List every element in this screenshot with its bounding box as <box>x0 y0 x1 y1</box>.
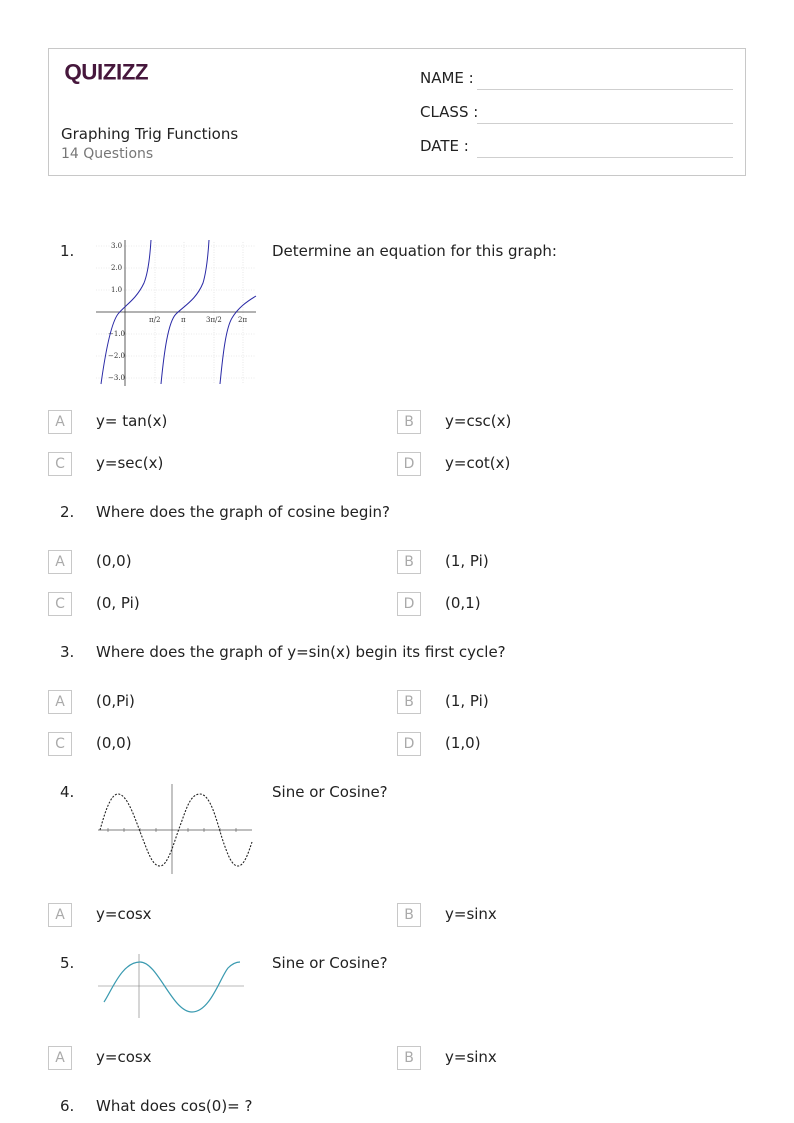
y-tick-label: 2.0 <box>111 264 123 272</box>
logo-text: QUIZIZZ <box>64 59 149 85</box>
option-letter-box[interactable]: A <box>48 690 72 714</box>
option-letter-box[interactable]: A <box>48 1046 72 1070</box>
option-text[interactable]: y=cosx <box>96 905 152 923</box>
option-letter-box[interactable]: A <box>48 903 72 927</box>
y-tick-label: 1.0 <box>111 286 123 294</box>
option-text[interactable]: y=csc(x) <box>445 412 512 430</box>
option-letter-box[interactable]: A <box>48 410 72 434</box>
class-line[interactable] <box>477 123 733 124</box>
option-letter-box[interactable]: B <box>397 1046 421 1070</box>
y-tick-label: −1.0 <box>108 330 125 338</box>
y-tick-label: 3.0 <box>111 242 123 250</box>
question-number: 5. <box>60 954 75 972</box>
question-text: Where does the graph of y=sin(x) begin its first cycle? <box>96 643 506 661</box>
option-text[interactable]: (0,1) <box>445 594 481 612</box>
option-letter-box[interactable]: B <box>397 550 421 574</box>
x-tick-label: 3π/2 <box>206 316 222 324</box>
option-letter-box[interactable]: C <box>48 592 72 616</box>
option-text[interactable]: (0,Pi) <box>96 692 135 710</box>
date-label: DATE : <box>420 137 469 155</box>
y-tick-label: −3.0 <box>108 374 125 382</box>
tangent-graph-figure <box>96 238 260 388</box>
class-label: CLASS : <box>420 103 479 121</box>
cosine-wave-figure <box>96 952 246 1020</box>
option-letter-box[interactable]: D <box>397 452 421 476</box>
x-tick-label: π <box>181 316 186 324</box>
option-text[interactable]: (0, Pi) <box>96 594 140 612</box>
question-text: Determine an equation for this graph: <box>272 242 557 260</box>
question-number: 4. <box>60 783 75 801</box>
worksheet-header <box>48 48 746 176</box>
wave-curve <box>104 962 240 1012</box>
question-number: 1. <box>60 242 75 260</box>
question-text: Sine or Cosine? <box>272 954 388 972</box>
option-text[interactable]: y=sec(x) <box>96 454 164 472</box>
option-letter-box[interactable]: C <box>48 452 72 476</box>
option-letter-box[interactable]: B <box>397 690 421 714</box>
y-tick-label: −2.0 <box>108 352 125 360</box>
question-number: 2. <box>60 503 75 521</box>
option-text[interactable]: y=cot(x) <box>445 454 511 472</box>
question-text: Sine or Cosine? <box>272 783 388 801</box>
quizizz-logo <box>61 59 161 87</box>
date-line[interactable] <box>477 157 733 158</box>
option-text[interactable]: (1, Pi) <box>445 552 489 570</box>
question-count: 14 Questions <box>61 146 154 162</box>
option-text[interactable]: (1,0) <box>445 734 481 752</box>
option-letter-box[interactable]: B <box>397 903 421 927</box>
option-text[interactable]: y= tan(x) <box>96 412 168 430</box>
option-text[interactable]: (0,0) <box>96 552 132 570</box>
option-text[interactable]: (1, Pi) <box>445 692 489 710</box>
question-text: What does cos(0)= ? <box>96 1097 253 1115</box>
option-text[interactable]: y=cosx <box>96 1048 152 1066</box>
sine-wave-figure-dotted <box>96 782 256 876</box>
option-letter-box[interactable]: D <box>397 732 421 756</box>
question-text: Where does the graph of cosine begin? <box>96 503 391 521</box>
name-line[interactable] <box>477 89 733 90</box>
tangent-branch <box>220 296 256 384</box>
option-text[interactable]: (0,0) <box>96 734 132 752</box>
worksheet-title: Graphing Trig Functions <box>61 125 239 143</box>
option-letter-box[interactable]: D <box>397 592 421 616</box>
question-number: 6. <box>60 1097 75 1115</box>
x-tick-label: π/2 <box>149 316 161 324</box>
option-letter-box[interactable]: C <box>48 732 72 756</box>
name-label: NAME : <box>420 69 474 87</box>
option-letter-box[interactable]: A <box>48 550 72 574</box>
x-tick-label: 2π <box>238 316 248 324</box>
option-letter-box[interactable]: B <box>397 410 421 434</box>
option-text[interactable]: y=sinx <box>445 905 497 923</box>
question-number: 3. <box>60 643 75 661</box>
option-text[interactable]: y=sinx <box>445 1048 497 1066</box>
